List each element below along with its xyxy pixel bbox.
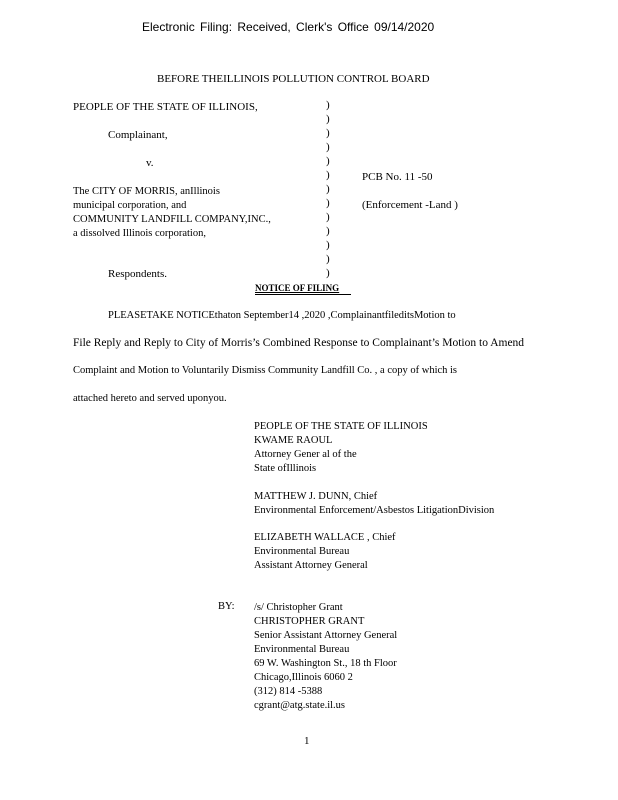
signature-line: Assistant Attorney General <box>254 560 368 571</box>
caption-paren: ) <box>326 169 330 181</box>
caption-paren: ) <box>326 155 330 167</box>
electronic-filing-stamp: Electronic Filing: Received, Clerk's Office 09/14/2020 <box>142 20 435 34</box>
caption-paren: ) <box>326 127 330 139</box>
page-number: 1 <box>304 735 310 747</box>
signature-line: /s/ Christopher Grant <box>254 602 343 613</box>
caption-paren: ) <box>326 253 330 265</box>
complainant-label: Complainant, <box>108 129 168 141</box>
signature-line: KWAME RAOUL <box>254 435 333 446</box>
plaintiff-name: PEOPLE OF THE STATE OF ILLINOIS, <box>73 101 258 113</box>
signature-line: Environmental Bureau <box>254 644 350 655</box>
caption-paren: ) <box>326 141 330 153</box>
respondents-label: Respondents. <box>108 268 167 280</box>
signature-line: 69 W. Washington St., 18 th Floor <box>254 658 397 669</box>
defendant-line: municipal corporation, and <box>73 200 187 211</box>
caption-parentheses <box>326 98 330 280</box>
caption-paren: ) <box>326 197 330 209</box>
body-line: File Reply and Reply to City of Morris’s Combined Response to Complainant’s Motion to Amend <box>73 337 525 349</box>
signature-party-block <box>254 420 428 476</box>
defendant-line: a dissolved Illinois corporation, <box>73 228 206 239</box>
case-type: (Enforcement -Land ) <box>362 199 458 211</box>
signature-email: cgrant@atg.state.il.us <box>254 700 346 711</box>
caption-paren: ) <box>326 99 330 111</box>
case-number: PCB No. 11 -50 <box>362 171 433 183</box>
notice-of-filing-title: NOTICE OF FILING <box>255 283 351 295</box>
caption-paren: ) <box>326 239 330 251</box>
signature-chief-block <box>254 490 494 518</box>
body-line: attached hereto and served uponyou. <box>73 393 227 404</box>
signature-line: Environmental Bureau <box>254 546 350 557</box>
caption-paren: ) <box>326 225 330 237</box>
signature-line: ELIZABETH WALLACE , Chief <box>254 532 396 543</box>
defendant-line: The CITY OF MORRIS, anIllinois <box>73 186 220 197</box>
caption-paren: ) <box>326 183 330 195</box>
signature-line: CHRISTOPHER GRANT <box>254 616 365 627</box>
signature-line: MATTHEW J. DUNN, Chief <box>254 491 378 502</box>
signature-line: Attorney Gener al of the <box>254 449 357 460</box>
signature-line: Senior Assistant Attorney General <box>254 630 398 641</box>
signature-line: Chicago,Illinois 6060 2 <box>254 672 353 683</box>
caption-paren: ) <box>326 267 330 279</box>
caption-paren: ) <box>326 211 330 223</box>
signature-attorney-block <box>254 601 397 713</box>
signature-bureau-block <box>254 531 396 573</box>
caption-paren: ) <box>326 113 330 125</box>
signature-line: Environmental Enforcement/Asbestos LitigationDivision <box>254 505 495 516</box>
signature-line: (312) 814 -5388 <box>254 686 323 697</box>
defendant-line: COMMUNITY LANDFILL COMPANY,INC., <box>73 214 271 225</box>
defendant-block <box>73 185 271 241</box>
body-line: Complaint and Motion to Voluntarily Dismiss Community Landfill Co. , a copy of which is <box>73 365 458 376</box>
signature-line: State ofIllinois <box>254 463 317 474</box>
body-line: PLEASETAKE NOTICEthaton September14 ,2020 ,ComplainantfileditsMotion to <box>108 310 456 321</box>
signature-line: PEOPLE OF THE STATE OF ILLINOIS <box>254 421 428 432</box>
by-label: BY: <box>218 601 235 612</box>
board-title: BEFORE THEILLINOIS POLLUTION CONTROL BOARD <box>157 73 430 85</box>
versus-label: v. <box>146 157 154 169</box>
